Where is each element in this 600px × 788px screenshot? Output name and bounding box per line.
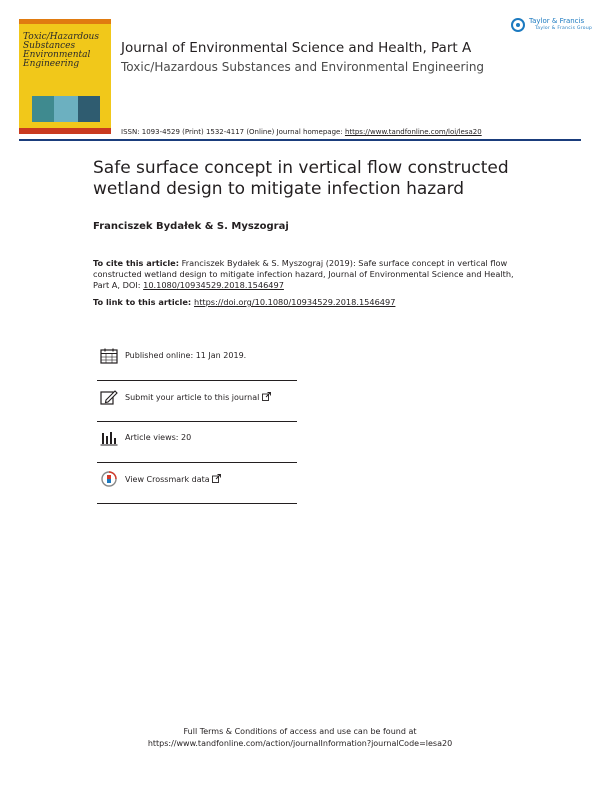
footer-terms-url[interactable]: https://www.tandfonline.com/action/journalInformation?journalCode=lesa20	[147, 739, 453, 748]
article-views-label: Article views: 20	[125, 433, 192, 442]
bar-chart-icon	[100, 430, 118, 446]
info-divider	[97, 421, 297, 422]
cover-photo-panel	[54, 96, 78, 122]
cover-title-line: Toxic/Hazardous	[23, 32, 99, 42]
tf-logo-icon	[511, 18, 525, 32]
footer-terms-text: Full Terms & Conditions of access and use can be found at	[183, 727, 417, 736]
crossmark-link[interactable]	[125, 474, 221, 484]
cover-title-line: Substances	[23, 41, 76, 51]
journal-title: Journal of Environmental Science and Health, Part A	[121, 40, 472, 56]
header-divider	[19, 139, 581, 141]
citation-block	[93, 258, 518, 291]
submit-article-link[interactable]	[125, 392, 271, 402]
cover-title	[23, 33, 109, 69]
cover-top-strip	[19, 19, 111, 24]
publisher-name: Taylor & Francis	[529, 17, 585, 25]
journal-subtitle: Toxic/Hazardous Substances and Environmental Engineering	[121, 60, 485, 74]
issn-line	[121, 128, 482, 136]
article-doi-url[interactable]: https://doi.org/10.1080/10934529.2018.1546497	[194, 297, 396, 307]
calendar-icon	[100, 348, 118, 364]
submit-article-text: Submit your article to this journal	[125, 393, 260, 402]
article-authors: Franciszek Bydałek & S. Myszograj	[93, 221, 289, 232]
info-divider	[97, 462, 297, 463]
crossmark-icon	[100, 471, 118, 487]
info-divider	[97, 503, 297, 504]
cover-photo-panel	[78, 96, 100, 122]
journal-cover-image	[19, 19, 111, 134]
cite-label: To cite this article:	[93, 258, 179, 268]
crossmark-text: View Crossmark data	[125, 475, 210, 484]
published-online-row	[97, 348, 297, 368]
doi-link[interactable]: 10.1080/10934529.2018.1546497	[143, 280, 284, 290]
issn-text: ISSN: 1093-4529 (Print) 1532-4117 (Online) Journal homepage:	[121, 128, 345, 136]
cover-title-line: Engineering	[23, 59, 80, 69]
info-divider	[97, 380, 297, 381]
journal-homepage-link[interactable]: https://www.tandfonline.com/loi/lesa20	[344, 128, 482, 136]
external-link-icon	[262, 392, 271, 401]
cite-text: Franciszek Bydałek & S. Myszograj (2019): Safe surface concept in vertical flow constructed wetland design to mitigate infection hazard, Journal of Environmental Science and Health, Part A, DOI:	[93, 258, 514, 290]
external-link-icon	[212, 474, 221, 483]
publisher-logo[interactable]	[511, 17, 593, 37]
crossmark-row[interactable]	[97, 471, 297, 491]
submit-article-row[interactable]	[97, 389, 297, 409]
edit-icon	[100, 389, 118, 405]
article-link-block	[93, 297, 395, 307]
cover-photo-panel	[32, 96, 54, 122]
published-online-label: Published online: 11 Jan 2019.	[125, 351, 247, 360]
article-title: Safe surface concept in vertical flow constructed wetland design to mitigate infection hazard	[93, 158, 509, 199]
cover-photo	[32, 96, 100, 122]
article-views-row	[97, 430, 297, 450]
cover-footer-strip	[19, 128, 111, 134]
link-label: To link to this article:	[93, 297, 194, 307]
publisher-tagline: Taylor & Francis Group	[535, 26, 593, 31]
cover-title-line: Environmental	[23, 50, 91, 60]
